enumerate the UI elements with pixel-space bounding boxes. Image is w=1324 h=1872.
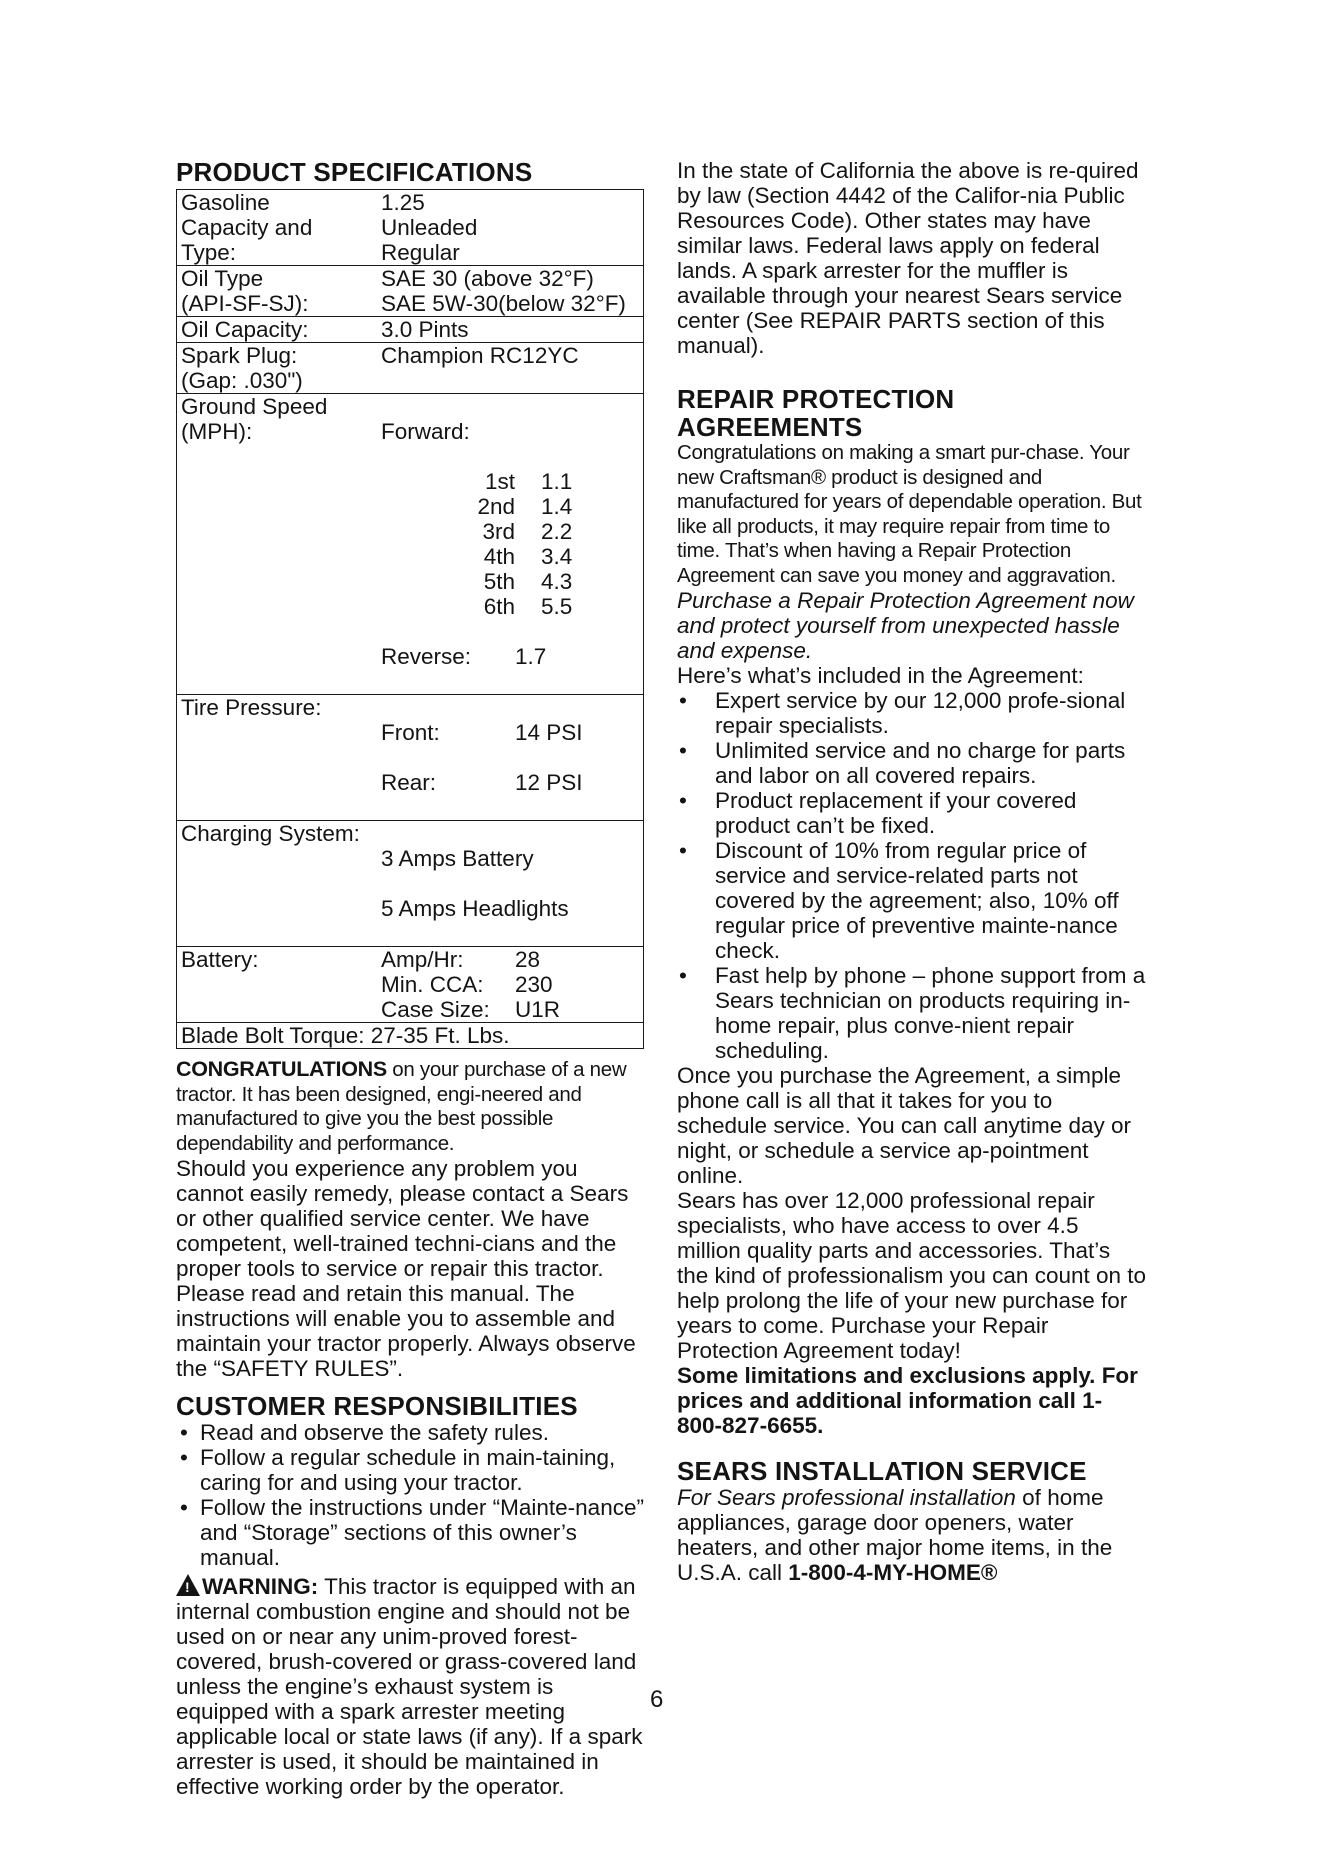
spec-title: PRODUCT SPECIFICATIONS — [176, 157, 533, 187]
battery-value: U1R — [515, 997, 561, 1022]
battery-label: Amp/Hr: — [381, 947, 464, 972]
spec-value: 3.0 Pints — [377, 317, 644, 343]
gear-row — [381, 519, 643, 544]
rpa-intro: Congratulations on making a smart pur-chase. Your new Craftsman® product is designed and manufactured for years of dependable operation. But like all products, it may require repair from time to time. That’s when having a Repair Protection Agreement can save you money and aggravation. — [677, 441, 1142, 587]
install-paragraph — [677, 1485, 1147, 1585]
tire-rear-value: 12 PSI — [515, 770, 583, 795]
gear-list — [381, 469, 643, 619]
tire-rear-label: Rear: — [381, 770, 437, 795]
gear-row — [381, 494, 643, 519]
right-column — [677, 158, 1147, 1585]
battery-list — [377, 947, 644, 1023]
tire-front-label: Front: — [381, 720, 440, 745]
spec-label: Charging System: — [177, 821, 378, 947]
california-paragraph: In the state of California the above is re-quired by law (Section 4442 of the Califor-nia Public Resources Code). Other states may have similar laws. Federal laws apply on federal lands. A spark arrester for the muffler is available through your nearest Sears service center (See REPAIR PARTS section of this manual). — [677, 158, 1139, 358]
gear-row — [381, 544, 643, 569]
battery-label: Case Size: — [381, 997, 490, 1022]
spec-row-oil-capacity — [177, 317, 644, 343]
charging-value-2: 5 Amps Headlights — [381, 896, 569, 921]
tire-rear-row — [381, 770, 643, 795]
spec-value — [377, 821, 644, 947]
spec-row-battery — [177, 947, 644, 1023]
reverse-row — [381, 644, 643, 669]
battery-row — [381, 947, 643, 972]
gear-name: 4th — [483, 544, 515, 569]
gear-value: 5.5 — [541, 594, 573, 619]
responsibility-item: • Read and observe the safety rules. — [176, 1420, 646, 1445]
rpa-item: • Product replacement if your covered product can’t be fixed. — [677, 788, 1147, 838]
spec-value — [377, 394, 644, 695]
spec-label: Battery: — [177, 947, 378, 1023]
blade-bolt-text: Blade Bolt Torque: 27-35 Ft. Lbs. — [177, 1023, 644, 1049]
gear-row — [381, 594, 643, 619]
forward-label: Forward: — [381, 419, 470, 444]
spec-label: Oil Capacity: — [177, 317, 378, 343]
reverse-label: Reverse: — [381, 644, 472, 669]
spec-row-ground-speed — [177, 394, 644, 695]
gear-name: 2nd — [477, 494, 515, 519]
rpa-list — [677, 688, 1147, 1063]
rpa-once: Once you purchase the Agreement, a simple phone call is all that it takes for you to schedule service. You can call anytime day or night, or schedule a service ap-pointment online. — [677, 1063, 1132, 1188]
reverse-value: 1.7 — [515, 644, 547, 669]
battery-row — [381, 997, 643, 1022]
spec-label: Gasoline Capacity and Type: — [177, 190, 378, 266]
spec-label: Oil Type (API-SF-SJ): — [177, 266, 378, 317]
tire-front-row — [381, 720, 643, 745]
congrats-text: on your purchase of a new tractor. It has been designed, engi-neered and manufactured to give you the best possible dependability and performance. — [176, 1058, 627, 1155]
rpa-sears: Sears has over 12,000 professional repair specialists, who have access to over 4.5 million quality parts and accessories. That’s the kind of professionalism you can count on to help prolong the life of your new purchase for years to come. Purchase your Repair Protection Agreement today! — [677, 1188, 1147, 1363]
gear-name: 6th — [483, 594, 515, 619]
spec-row-oil-type — [177, 266, 644, 317]
responsibility-item: • Follow the instructions under “Mainte-nance” and “Storage” sections of this owner’s manual. — [176, 1495, 646, 1570]
warning-icon: ! — [176, 1574, 200, 1596]
battery-label: Min. CCA: — [381, 972, 484, 997]
responsibilities-list — [176, 1420, 646, 1570]
spec-row-spark-plug — [177, 343, 644, 394]
spec-value: SAE 30 (above 32°F) SAE 5W-30(below 32°F) — [377, 266, 644, 317]
gear-row — [381, 469, 643, 494]
page-number: 6 — [650, 1686, 664, 1713]
spec-row-gasoline — [177, 190, 644, 266]
responsibilities-title: CUSTOMER RESPONSIBILITIES — [176, 1391, 578, 1421]
gear-name: 3rd — [482, 519, 515, 544]
congrats-lead: CONGRATULATIONS — [176, 1057, 387, 1081]
gear-name: 5th — [483, 569, 515, 594]
rpa-included: Here’s what’s included in the Agreement: — [677, 663, 1084, 688]
spec-label: Tire Pressure: — [177, 695, 378, 821]
gear-row — [381, 569, 643, 594]
install-text: of home appliances, garage door openers, water heaters, and other major home items, in the U.S.A. call — [677, 1485, 1113, 1585]
install-phone: 1-800-4-MY-HOME® — [788, 1560, 998, 1585]
battery-value: 28 — [515, 947, 541, 972]
gear-value: 1.1 — [541, 469, 573, 494]
spec-row-charging — [177, 821, 644, 947]
install-title: SEARS INSTALLATION SERVICE — [677, 1456, 1087, 1486]
gear-value: 3.4 — [541, 544, 573, 569]
rpa-italic: Purchase a Repair Protection Agreement now and protect yourself from unexpected hassle and expense. — [677, 588, 1134, 663]
manual-paragraph: Please read and retain this manual. The instructions will enable you to assemble and maintain your tractor properly. Always observe the “SAFETY RULES”. — [176, 1281, 636, 1381]
install-italic: For Sears professional installation — [677, 1485, 1016, 1510]
charging-value-1: 3 Amps Battery — [381, 846, 534, 871]
spec-row-blade-bolt — [177, 1023, 644, 1049]
rpa-item: • Fast help by phone – phone support from a Sears technician on products requiring in-home repair, plus conve-nient repair scheduling. — [677, 963, 1147, 1063]
rpa-item: • Discount of 10% from regular price of service and service-related parts not covered by the agreement; also, 10% off regular price of preventive mainte-nance check. — [677, 838, 1147, 963]
spec-label: Spark Plug: (Gap: .030") — [177, 343, 378, 394]
battery-value: 230 — [515, 972, 553, 997]
spec-label: Ground Speed (MPH): — [177, 394, 378, 695]
congrats-paragraph — [176, 1057, 646, 1156]
spec-value: Champion RC12YC — [377, 343, 644, 394]
warning-label: WARNING: — [202, 1574, 319, 1599]
gear-value: 4.3 — [541, 569, 573, 594]
spec-table — [176, 189, 644, 1049]
rpa-item: • Expert service by our 12,000 profe-sional repair specialists. — [677, 688, 1147, 738]
rpa-item: • Unlimited service and no charge for parts and labor on all covered repairs. — [677, 738, 1147, 788]
responsibility-item: • Follow a regular schedule in main-taining, caring for and using your tractor. — [176, 1445, 646, 1495]
gear-value: 2.2 — [541, 519, 573, 544]
gear-name: 1st — [484, 469, 515, 494]
warning-text: This tractor is equipped with an internal combustion engine and should not be used on or near any unim-proved forest-covered, brush-covered or grass-covered land unless the engine’s exhaust system is equipped with a spark arrester meeting applicable local or state laws (if any). If a spark arrester is used, it should be maintained in effective working order by the operator. — [176, 1574, 643, 1799]
gear-value: 1.4 — [541, 494, 573, 519]
rpa-bold: Some limitations and exclusions apply. For prices and additional information call 1-800-827-6655. — [677, 1363, 1138, 1438]
tire-front-value: 14 PSI — [515, 720, 583, 745]
problem-paragraph: Should you experience any problem you cannot easily remedy, please contact a Sears or other qualified service center. We have competent, well-trained techni-cians and the proper tools to service or repair this tractor. — [176, 1156, 629, 1281]
warning-paragraph — [176, 1574, 646, 1799]
battery-row — [381, 972, 643, 997]
spec-value: 1.25 Unleaded Regular — [377, 190, 644, 266]
spec-value — [377, 695, 644, 821]
left-column — [176, 158, 646, 1799]
rpa-title-line-1: REPAIR PROTECTION — [677, 384, 955, 414]
spec-row-tire-pressure — [177, 695, 644, 821]
rpa-title-line-2: AGREEMENTS — [677, 412, 863, 442]
